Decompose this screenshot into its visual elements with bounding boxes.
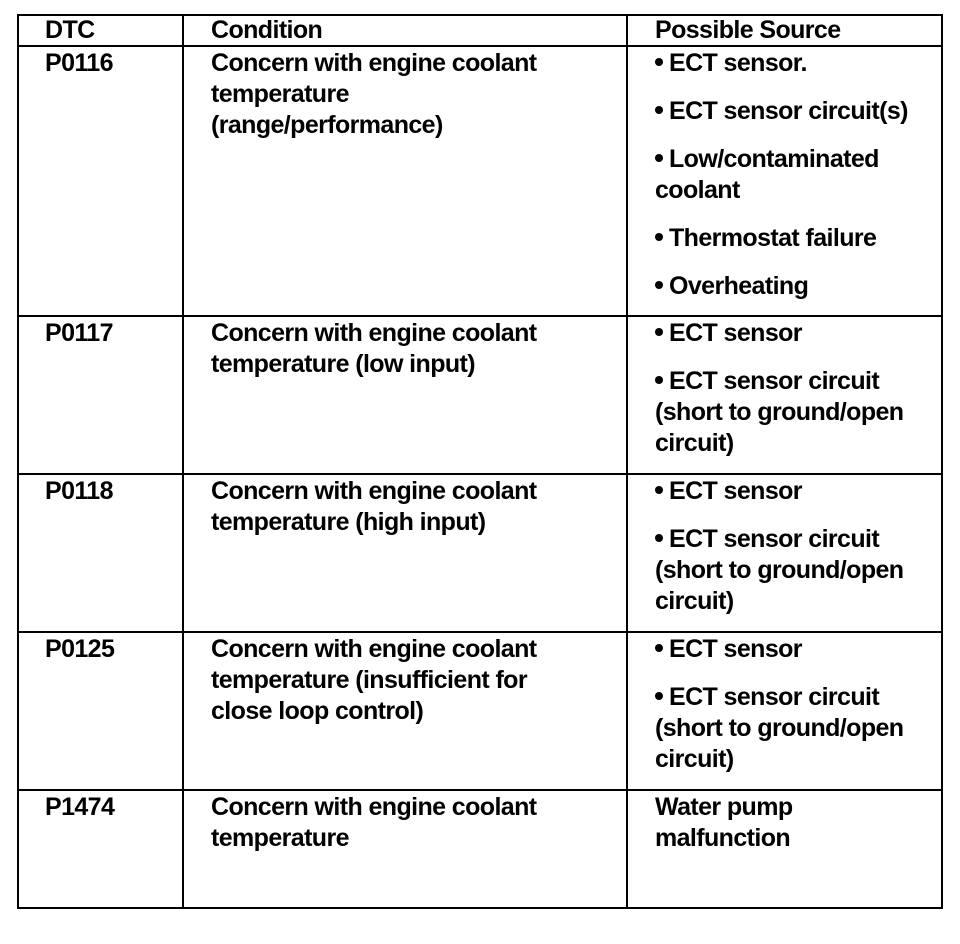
possible-source-cell [627,316,942,474]
source-item [655,223,935,254]
table-row [18,474,942,632]
possible-source-cell [627,46,942,316]
bullet-icon [655,58,663,66]
table-row [18,316,942,474]
source-item [655,634,935,665]
source-item [655,524,935,617]
bullet-icon [655,534,663,542]
table-row [18,46,942,316]
bullet-icon [655,486,663,494]
source-text: Water pump malfunction [655,793,793,852]
bullet-icon [655,106,663,114]
source-item [655,96,935,127]
dtc-code: P0125 [18,632,183,790]
source-text: ECT sensor circuit (short to ground/open circuit) [655,683,904,773]
source-item [655,318,935,349]
condition-text: Concern with engine coolant temperature (low input) [183,316,627,474]
header-row [18,15,942,46]
bullet-icon [655,644,663,652]
dtc-code: P0118 [18,474,183,632]
source-list [655,318,935,459]
bullet-icon [655,376,663,384]
possible-source-cell [627,632,942,790]
source-item [655,476,935,507]
header-condition: Condition [183,15,627,46]
possible-source-cell [627,790,942,908]
condition-text: Concern with engine coolant temperature (high input) [183,474,627,632]
bullet-icon [655,154,663,162]
source-item [655,271,935,302]
condition-text: Concern with engine coolant temperature (insufficient for close loop control) [183,632,627,790]
source-text: ECT sensor circuit (short to ground/open circuit) [655,367,904,457]
bullet-icon [655,233,663,241]
table-row [18,790,942,908]
source-item [655,366,935,459]
source-list [655,634,935,775]
source-text: Overheating [669,272,809,300]
bullet-icon [655,692,663,700]
condition-text: Concern with engine coolant temperature [183,790,627,908]
source-item [655,48,935,79]
source-text: ECT sensor [669,319,802,347]
source-item [655,144,935,206]
source-text: ECT sensor [669,635,802,663]
bullet-icon [655,328,663,336]
dtc-table [17,14,943,909]
bullet-icon [655,281,663,289]
dtc-code: P1474 [18,790,183,908]
table-header [18,15,942,46]
table-row [18,632,942,790]
source-list [655,476,935,617]
source-text: ECT sensor circuit(s) [669,97,908,125]
source-text: Thermostat failure [669,224,877,252]
header-possible-source: Possible Source [627,15,942,46]
source-item [655,682,935,775]
source-text: ECT sensor. [669,49,807,77]
source-text: ECT sensor [669,477,802,505]
header-dtc: DTC [18,15,183,46]
source-text: Low/contaminated coolant [655,145,879,204]
table-body [18,46,942,908]
possible-source-cell [627,474,942,632]
condition-text: Concern with engine coolant temperature (range/performance) [183,46,627,316]
source-text: ECT sensor circuit (short to ground/open circuit) [655,525,904,615]
dtc-code: P0117 [18,316,183,474]
dtc-code: P0116 [18,46,183,316]
source-list [655,48,935,302]
